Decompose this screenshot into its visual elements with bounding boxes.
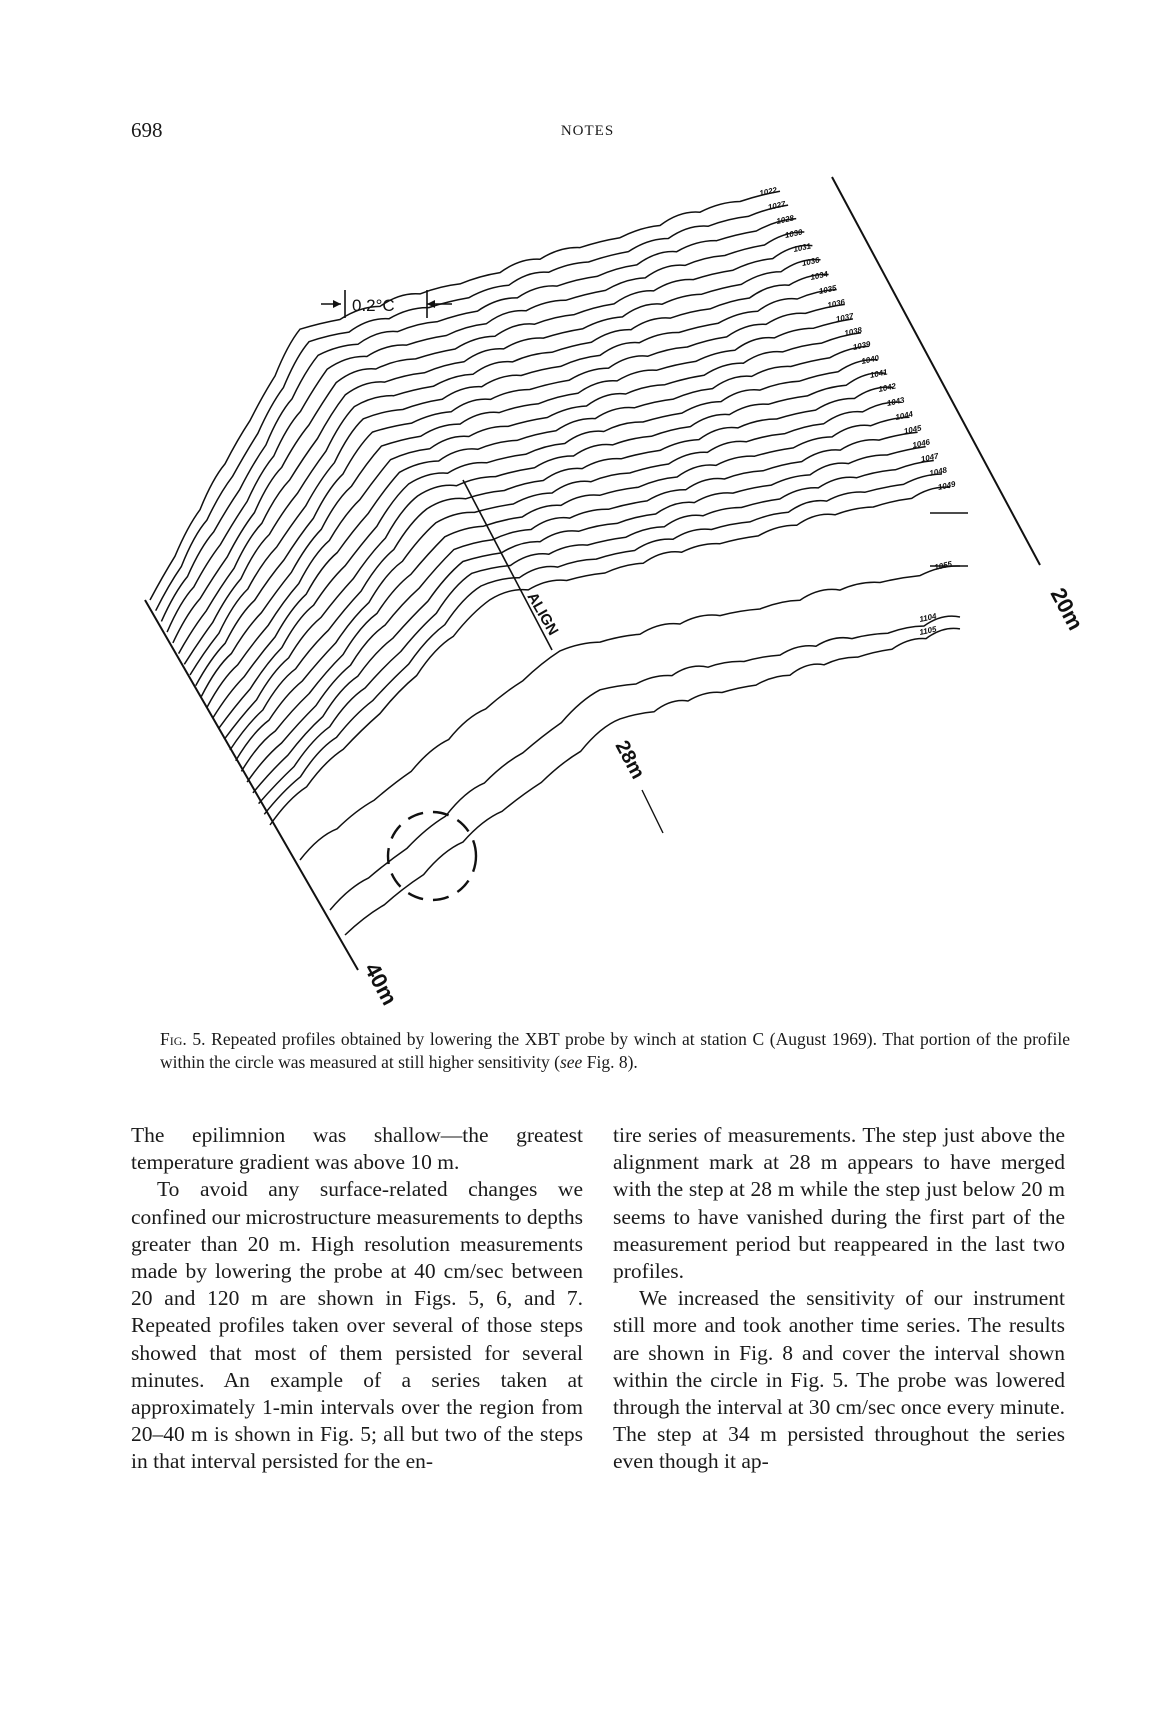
profile-curve bbox=[330, 616, 960, 910]
profile-time-label: 1048 bbox=[928, 465, 948, 478]
profile-time-label: 1030 bbox=[784, 227, 804, 240]
profile-time-label: 1037 bbox=[835, 311, 855, 324]
profile-time-label: 1046 bbox=[911, 437, 931, 450]
profile-curve bbox=[270, 487, 950, 825]
caption-text: Repeated profiles obtained by lowering the XBT probe by winch at station C (August 1969). That portion of the profile within the circle was measured at still higher sensitivity ( bbox=[160, 1029, 1070, 1072]
profile-time-label: 1040 bbox=[860, 353, 880, 366]
depth-axis-20m bbox=[832, 177, 1040, 565]
depth-tick-28m bbox=[642, 790, 663, 833]
profile-time-label: 1055 bbox=[933, 559, 953, 572]
profile-time-label: 1036 bbox=[826, 297, 846, 310]
profile-time-label: 1027 bbox=[767, 199, 787, 212]
running-head: NOTES bbox=[560, 123, 615, 139]
profile-curve bbox=[259, 461, 934, 804]
profile-curve bbox=[201, 319, 853, 697]
profile-time-label: 1041 bbox=[869, 367, 889, 380]
profile-time-label: 1049 bbox=[937, 479, 957, 492]
profile-time-label: 1104 bbox=[918, 611, 938, 624]
depth-label-40m: 40m bbox=[359, 958, 403, 1010]
align-label: ALIGN bbox=[523, 589, 562, 639]
profile-curve bbox=[219, 360, 878, 729]
right-column bbox=[613, 1122, 1065, 1476]
profile-time-label: 1022 bbox=[758, 185, 778, 198]
profile-time-label: 1043 bbox=[886, 395, 906, 408]
profile-time-label: 1042 bbox=[877, 381, 897, 394]
paragraph: We increased the sensitivity of our instrument still more and took another time series. The results are shown in Fig. 8 and cover the interval shown within the circle in Fig. 5. The probe was lowered through the interval at 30 cm/sec once every minute. The step at 34 m persisted throughout the series even though it ap- bbox=[613, 1286, 1065, 1474]
paragraph: tire series of measurements. The step just above the alignment mark at 28 m appears to have merged with the step at 28 m while the step just below 20 m seems to have vanished during the first part of the measurement period but reappeared in the last two profiles. bbox=[613, 1123, 1065, 1284]
profile-curve bbox=[230, 387, 893, 750]
page-number: 698 bbox=[131, 118, 163, 142]
profile-time-label: 1036 bbox=[801, 255, 821, 268]
caption-see: see bbox=[559, 1052, 583, 1072]
profile-time-label: 1045 bbox=[903, 423, 923, 436]
base-axis bbox=[145, 600, 358, 970]
temperature-scale-label: 0.2°C bbox=[352, 296, 395, 315]
profile-time-label: 1028 bbox=[775, 213, 795, 226]
profile-time-label: 1044 bbox=[894, 409, 914, 422]
profile-time-label: 1034 bbox=[809, 269, 829, 282]
caption-label: Fig. 5. bbox=[160, 1029, 206, 1049]
paragraph: To avoid any surface-related changes we confined our microstructure measurements to depths greater than 20 m. High resolution measurements made by lowering the probe at 40 cm/sec between 20 and 120 m are shown in Figs. 5, 6, and 7. Repeated profiles taken over several of those steps showed that most of them persisted for several minutes. An example of a series taken at approximately 1-min intervals over the region from 20–40 m is shown in Fig. 5; all but two of the steps in that interval persisted for the en- bbox=[131, 1177, 583, 1474]
figure-caption bbox=[160, 1028, 1070, 1074]
left-column bbox=[131, 1122, 583, 1476]
profile-time-label: 1038 bbox=[843, 325, 863, 338]
profile-time-label: 1105 bbox=[918, 624, 938, 637]
profile-time-label: 1039 bbox=[852, 339, 872, 352]
profile-time-label: 1047 bbox=[920, 451, 940, 464]
profile-time-label: 1031 bbox=[792, 241, 812, 254]
profile-time-label: 1035 bbox=[818, 283, 838, 296]
depth-label-28m: 28m bbox=[610, 737, 649, 783]
paragraph: The epilimnion was shallow—the greatest temperature gradient was above 10 m. bbox=[131, 1123, 583, 1175]
profile-curve bbox=[345, 628, 960, 935]
caption-tail: Fig. 8). bbox=[582, 1052, 638, 1072]
profile-curve bbox=[150, 191, 780, 600]
profile-curve bbox=[300, 566, 960, 860]
depth-label-20m: 20m bbox=[1045, 583, 1089, 635]
